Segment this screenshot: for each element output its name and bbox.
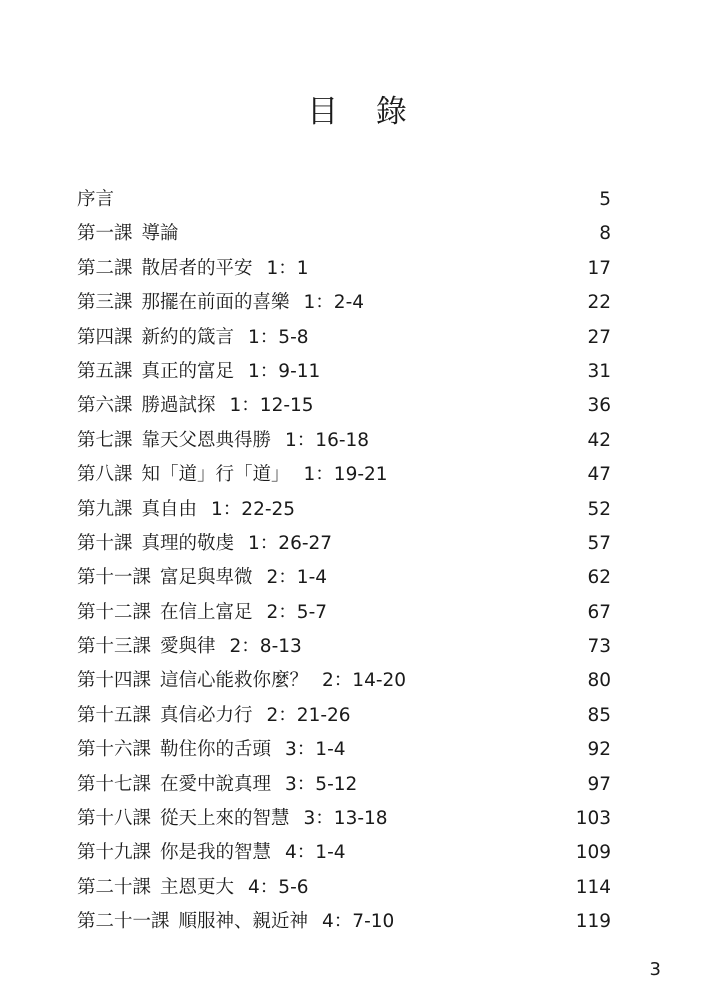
toc-lesson: 第九課 xyxy=(77,498,133,520)
toc-lesson: 第七課 xyxy=(77,429,133,451)
toc-title: 那擺在前面的喜樂 xyxy=(141,292,290,314)
toc-lesson: 第三課 xyxy=(77,292,133,314)
toc-row xyxy=(77,699,611,733)
toc-scripture-ref: 1：22-25 xyxy=(211,498,296,520)
toc-lesson: 第二課 xyxy=(77,257,133,279)
page-number: 3 xyxy=(649,959,661,980)
toc-scripture-ref: 2：5-7 xyxy=(266,601,328,623)
toc-page-number: 97 xyxy=(587,773,611,795)
toc-page-number: 57 xyxy=(587,532,611,554)
toc-page-number: 17 xyxy=(587,257,611,279)
toc-row xyxy=(77,596,611,630)
toc-row xyxy=(77,252,611,286)
toc-lesson: 第十五課 xyxy=(77,704,152,726)
toc-row xyxy=(77,561,611,595)
toc-row xyxy=(77,871,611,905)
toc-scripture-ref: 1：1 xyxy=(266,257,309,279)
toc-title: 散居者的平安 xyxy=(141,257,253,279)
toc-lesson: 第十一課 xyxy=(77,567,152,589)
toc-scripture-ref: 1：16-18 xyxy=(285,429,370,451)
toc-row xyxy=(77,527,611,561)
toc-row xyxy=(77,286,611,320)
toc-lesson: 第十八課 xyxy=(77,808,152,830)
toc-row xyxy=(77,493,611,527)
toc-title: 新約的箴言 xyxy=(141,326,235,348)
toc-lesson: 第二十一課 xyxy=(77,911,170,933)
toc-row xyxy=(77,389,611,423)
toc-title: 知「道」行「道」 xyxy=(141,464,290,486)
toc-title: 在信上富足 xyxy=(160,601,253,623)
toc-title: 順服神、親近神 xyxy=(178,911,309,933)
toc-lesson: 第十二課 xyxy=(77,601,152,623)
toc-scripture-ref: 1：12-15 xyxy=(229,395,314,417)
toc-lesson: 第四課 xyxy=(77,326,133,348)
toc-row xyxy=(77,664,611,698)
toc-page-number: 27 xyxy=(587,326,611,348)
toc-page-number: 42 xyxy=(587,429,611,451)
toc-page-number: 114 xyxy=(575,876,611,898)
toc-scripture-ref: 4：7-10 xyxy=(322,911,395,933)
toc-row xyxy=(77,836,611,870)
page-title: 目 錄 xyxy=(307,94,421,130)
toc-lesson: 第六課 xyxy=(77,395,133,417)
toc-page-number: 22 xyxy=(587,292,611,314)
toc-title: 導論 xyxy=(141,223,179,245)
toc-row xyxy=(77,905,611,939)
toc-row xyxy=(77,458,611,492)
toc-page-number: 67 xyxy=(587,601,611,623)
toc-scripture-ref: 2：21-26 xyxy=(266,704,351,726)
toc-page-number: 5 xyxy=(599,189,611,210)
toc-lesson: 第十九課 xyxy=(77,842,152,864)
toc-title: 在愛中說真理 xyxy=(160,773,272,795)
toc-page-number: 8 xyxy=(599,223,611,245)
toc-page-number: 85 xyxy=(587,704,611,726)
toc-page-number: 119 xyxy=(575,911,611,933)
toc-page-number: 62 xyxy=(587,567,611,589)
toc-page-number: 73 xyxy=(587,636,611,658)
toc-scripture-ref: 1：2-4 xyxy=(303,292,365,314)
toc-scripture-ref: 1：19-21 xyxy=(303,464,388,486)
toc-title: 愛與律 xyxy=(160,636,216,658)
toc-scripture-ref: 1：26-27 xyxy=(248,532,333,554)
toc-scripture-ref: 3：5-12 xyxy=(285,773,358,795)
toc-lesson: 第十三課 xyxy=(77,636,152,658)
toc-title: 靠天父恩典得勝 xyxy=(141,429,272,451)
toc-lesson: 第十六課 xyxy=(77,739,152,761)
toc-lesson: 第十七課 xyxy=(77,773,152,795)
toc-page-number: 52 xyxy=(587,498,611,520)
toc-title: 這信心能救你麼？ xyxy=(160,670,309,692)
toc-lesson: 第十課 xyxy=(77,532,133,554)
toc-scripture-ref: 2：1-4 xyxy=(266,567,328,589)
toc-scripture-ref: 1：9-11 xyxy=(248,360,321,382)
toc-scripture-ref: 4：1-4 xyxy=(285,842,346,864)
toc-title: 真自由 xyxy=(141,498,198,520)
toc-title: 真理的敬虔 xyxy=(141,532,235,554)
toc-scripture-ref: 3：13-18 xyxy=(303,808,388,830)
toc-page-number: 92 xyxy=(587,739,611,761)
toc-title: 真信必力行 xyxy=(160,704,253,726)
table-of-contents xyxy=(77,183,611,940)
toc-title: 從天上來的智慧 xyxy=(160,808,290,830)
toc-row xyxy=(77,768,611,802)
toc-row xyxy=(77,630,611,664)
toc-page-number: 80 xyxy=(587,670,611,692)
toc-lesson: 第十四課 xyxy=(77,670,152,692)
toc-row xyxy=(77,424,611,458)
toc-title: 富足與卑微 xyxy=(160,567,253,589)
toc-title: 真正的富足 xyxy=(141,360,235,382)
toc-title: 勝過試探 xyxy=(141,395,216,417)
toc-page-number: 31 xyxy=(587,360,611,382)
toc-row xyxy=(77,217,611,251)
toc-lesson: 第一課 xyxy=(77,223,133,245)
toc-scripture-ref: 3：1-4 xyxy=(285,739,346,761)
toc-scripture-ref: 2：8-13 xyxy=(229,636,302,658)
toc-page-number: 103 xyxy=(575,808,611,830)
toc-row xyxy=(77,183,611,217)
toc-page-number: 47 xyxy=(587,464,611,486)
toc-scripture-ref: 4：5-6 xyxy=(248,876,309,898)
toc-row xyxy=(77,802,611,836)
toc-scripture-ref: 1：5-8 xyxy=(248,326,309,348)
toc-row xyxy=(77,321,611,355)
toc-title: 你是我的智慧 xyxy=(160,842,272,864)
toc-page-number: 36 xyxy=(587,395,611,417)
toc-lesson: 第八課 xyxy=(77,464,133,486)
toc-row xyxy=(77,733,611,767)
toc-title: 主恩更大 xyxy=(160,876,235,898)
toc-title: 勒住你的舌頭 xyxy=(160,739,272,761)
toc-row xyxy=(77,355,611,389)
toc-scripture-ref: 2：14-20 xyxy=(322,670,407,692)
toc-page-number: 109 xyxy=(575,842,611,864)
toc-lesson: 第二十課 xyxy=(77,876,152,898)
toc-lesson: 序言 xyxy=(77,189,115,210)
toc-lesson: 第五課 xyxy=(77,360,133,382)
